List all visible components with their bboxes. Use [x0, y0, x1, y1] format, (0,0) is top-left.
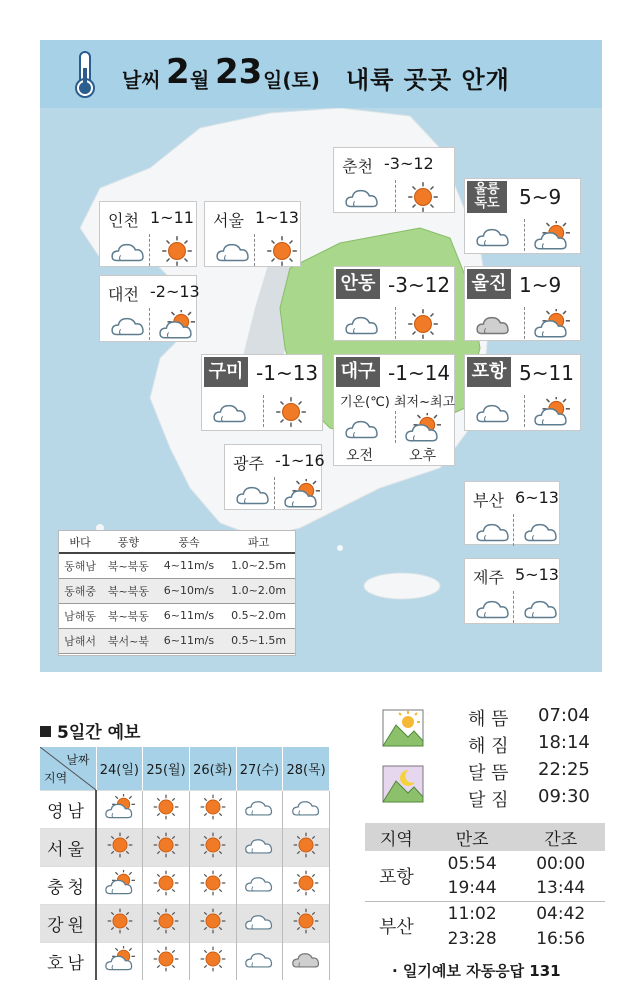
- city-temp: 1~11: [150, 208, 194, 227]
- moonset-time: 09:30: [538, 786, 590, 807]
- grey-cloud-icon: [475, 309, 511, 343]
- forecast-cell: [283, 790, 330, 828]
- sea-row: [59, 628, 295, 653]
- cloud-icon: [244, 794, 274, 824]
- forecast-title-text: 5일간 예보: [57, 723, 141, 743]
- forecast-cell: [96, 790, 143, 828]
- sea-conditions-table: [58, 530, 296, 656]
- forecast-cell: [96, 828, 143, 866]
- corner-date-label: 날짜: [66, 753, 90, 767]
- icon-divider: [149, 234, 150, 266]
- sunrise-label: 해 뜸: [468, 709, 509, 730]
- city-name-tag: 안동: [336, 269, 380, 299]
- city-name: 서울: [213, 211, 244, 230]
- jeju-island: [364, 573, 440, 599]
- cloud-icon: [110, 236, 146, 270]
- sun-icon: [291, 908, 321, 938]
- city-name: 제주: [473, 568, 504, 587]
- cloud-icon: [110, 310, 146, 344]
- forecast-cell: [96, 942, 143, 980]
- forecast-day-header: 24(일): [96, 747, 143, 790]
- city-temp: -2~13: [150, 282, 200, 301]
- forecast-cell: [283, 828, 330, 866]
- sea-cell: 0.5~2.0m: [222, 603, 295, 628]
- city-temp: -3~12: [388, 273, 451, 297]
- city-card: [464, 178, 581, 254]
- forecast-cell: [283, 904, 330, 942]
- header-month: 2: [166, 52, 190, 92]
- city-name-tag: [467, 181, 507, 213]
- tide-high-time: 19:44: [447, 878, 497, 899]
- sun-icon: [405, 309, 441, 343]
- header-headline: 내륙 곳곳 안개: [346, 66, 510, 94]
- forecast-cell: [143, 942, 190, 980]
- forecast-cell: [236, 828, 283, 866]
- sun-icon: [291, 870, 321, 900]
- forecast-row: [40, 828, 330, 866]
- cloud-icon: [244, 908, 274, 938]
- header-weather-label: 날씨: [122, 68, 161, 92]
- tide-low-time: 16:56: [536, 928, 586, 949]
- sun-icon: [159, 236, 195, 270]
- sunset-time: 18:14: [538, 732, 590, 753]
- city-name: 광주: [233, 454, 264, 473]
- sea-header-cell: 풍속: [156, 531, 223, 553]
- sun-cloud-icon: [534, 221, 570, 255]
- thermometer-icon: [70, 50, 100, 100]
- sea-cell: 북~북동: [101, 603, 155, 628]
- sun-icon: [198, 794, 228, 824]
- tide-low-time: 04:42: [516, 901, 605, 926]
- sunset-label: 해 짐: [468, 736, 509, 757]
- city-card: [464, 266, 581, 341]
- sea-row: [59, 603, 295, 628]
- sunrise-time: 07:04: [538, 705, 590, 726]
- city-name-tag: 울진: [467, 269, 511, 299]
- sea-cell: 6~11m/s: [156, 628, 223, 653]
- forecast-cell: [189, 828, 236, 866]
- icon-divider: [524, 307, 525, 339]
- city-name-line2: 독도: [474, 196, 500, 211]
- city-card: [464, 558, 560, 624]
- forecast-row: [40, 866, 330, 904]
- forecast-row: [40, 942, 330, 980]
- city-name-tag: 포항: [467, 357, 511, 387]
- sea-cell: 6~11m/s: [156, 603, 223, 628]
- tide-low-time: 13:44: [536, 878, 586, 899]
- sea-row: [59, 578, 295, 603]
- sun-cloud-icon: [534, 397, 570, 431]
- sun-icon: [405, 182, 441, 216]
- sea-header-cell: 풍향: [101, 531, 155, 553]
- city-name: 춘천: [342, 157, 373, 176]
- icon-divider: [524, 219, 525, 251]
- sea-cell: 북서~북: [101, 628, 155, 653]
- moonrise-label: 달 뜸: [468, 763, 509, 784]
- icon-divider: [395, 307, 396, 339]
- forecast-cell: [189, 790, 236, 828]
- city-name-tag: 구미: [204, 357, 248, 387]
- grey-cloud-icon: [291, 946, 321, 976]
- forecast-row: [40, 904, 330, 942]
- sunrise-icon: [382, 709, 424, 747]
- sun-cloud-icon: [405, 413, 441, 447]
- city-card: [333, 266, 455, 341]
- sea-cell: 동해남: [59, 553, 101, 578]
- icon-divider: [254, 234, 255, 266]
- cloud-icon: [523, 593, 559, 627]
- sun-cloud-icon: [105, 794, 135, 824]
- sun-cloud-icon: [284, 479, 320, 513]
- city-name: 대전: [108, 285, 139, 304]
- sea-cell: 남해동: [59, 603, 101, 628]
- title-square-icon: [40, 726, 51, 737]
- tide-high-time: 05:54: [447, 853, 497, 874]
- city-name: 부산: [473, 491, 504, 510]
- icon-divider: [524, 395, 525, 427]
- forecast-cell: [283, 866, 330, 904]
- tide-header-cell: 간조: [516, 823, 605, 851]
- tide-row: [365, 901, 605, 926]
- cloud-icon: [475, 516, 511, 550]
- tide-header-cell: 만조: [428, 823, 517, 851]
- forecast-cell: [143, 790, 190, 828]
- sun-icon: [198, 832, 228, 862]
- forecast-cell: [96, 866, 143, 904]
- cloud-icon: [212, 397, 248, 431]
- icon-divider: [149, 308, 150, 340]
- sea-cell: 6~10m/s: [156, 578, 223, 603]
- forecast-cell: [236, 790, 283, 828]
- forecast-row: [40, 790, 330, 828]
- sun-cloud-icon: [159, 310, 195, 344]
- forecast-day-header: 27(수): [236, 747, 283, 790]
- tide-table: [365, 823, 605, 951]
- city-name: 인천: [108, 211, 139, 230]
- forecast-cell: [189, 942, 236, 980]
- city-temp: -1~16: [275, 451, 325, 470]
- forecast-title: [40, 718, 140, 743]
- city-temp: 5~9: [519, 185, 562, 209]
- header-day: 23: [215, 52, 263, 92]
- icon-divider: [395, 180, 396, 212]
- forecast-cell: [236, 942, 283, 980]
- icon-divider: [263, 395, 264, 427]
- sea-row: [59, 553, 295, 578]
- city-temp: 1~9: [519, 273, 562, 297]
- forecast-corner-header: [40, 747, 96, 790]
- city-temp: -1~13: [256, 361, 319, 385]
- cloud-icon: [475, 221, 511, 255]
- sea-header-cell: 바다: [59, 531, 101, 553]
- forecast-cell: [283, 942, 330, 980]
- forecast-region-name: 서울: [40, 828, 96, 866]
- sun-cloud-icon: [105, 870, 135, 900]
- sun-cloud-icon: [105, 946, 135, 976]
- cloud-icon: [344, 413, 380, 447]
- sea-header-cell: 파고: [222, 531, 295, 553]
- tide-place: 부산: [365, 901, 428, 951]
- forecast-region-name: 영남: [40, 790, 96, 828]
- sun-icon: [151, 870, 181, 900]
- header-day-unit: 일(토): [263, 68, 320, 92]
- sun-icon: [198, 946, 228, 976]
- sun-icon: [291, 832, 321, 862]
- sea-cell: 1.0~2.5m: [222, 553, 295, 578]
- tide-header-cell: 지역: [365, 823, 428, 851]
- sea-cell: 남해서: [59, 628, 101, 653]
- sea-cell: 북~북동: [101, 578, 155, 603]
- city-card: [333, 354, 455, 466]
- five-day-forecast-table: [40, 747, 330, 980]
- forecast-cell: [96, 904, 143, 942]
- legend-morning: 오전: [346, 448, 374, 464]
- cloud-icon: [344, 309, 380, 343]
- sun-icon: [151, 908, 181, 938]
- cloud-icon: [244, 946, 274, 976]
- cloud-icon: [523, 516, 559, 550]
- forecast-day-header: 25(월): [143, 747, 190, 790]
- forecast-cell: [143, 828, 190, 866]
- forecast-region-name: 충청: [40, 866, 96, 904]
- city-card: [224, 444, 325, 510]
- forecast-cell: [236, 904, 283, 942]
- moonrise-time: 22:25: [538, 759, 590, 780]
- city-temp: -1~14: [388, 361, 451, 385]
- forecast-day-header: 28(목): [283, 747, 330, 790]
- weather-map-panel: [40, 40, 602, 672]
- forecast-cell: [236, 866, 283, 904]
- header-month-unit: 월: [190, 68, 210, 92]
- sun-icon: [151, 794, 181, 824]
- corner-region-label: 지역: [44, 770, 68, 785]
- sea-cell: 북~북동: [101, 553, 155, 578]
- city-card: [201, 354, 323, 431]
- forecast-day-header: 26(화): [189, 747, 236, 790]
- legend-temp-caption: 기온(℃) 최저~최고: [340, 395, 456, 410]
- city-name-line1: 울릉: [474, 182, 500, 197]
- city-card: [464, 354, 581, 431]
- footer-phone-note: · 일기예보 자동응답 131: [392, 962, 561, 980]
- moonrise-icon: [382, 765, 424, 803]
- cloud-icon: [235, 479, 271, 513]
- legend-afternoon: 오후: [409, 448, 437, 464]
- city-temp: 5~11: [519, 361, 574, 385]
- city-temp: 5~13: [515, 565, 559, 584]
- cloud-icon: [475, 593, 511, 627]
- forecast-region-name: 호남: [40, 942, 96, 980]
- sea-cell: 1.0~2.0m: [222, 578, 295, 603]
- city-card: [204, 201, 301, 267]
- tide-low-time: 00:00: [536, 853, 586, 874]
- forecast-cell: [189, 904, 236, 942]
- forecast-cell: [143, 904, 190, 942]
- icon-divider: [395, 411, 396, 443]
- city-name-tag: 대구: [336, 357, 380, 387]
- forecast-region-name: 강원: [40, 904, 96, 942]
- tide-high-time: 11:02: [428, 901, 517, 926]
- sun-cloud-icon: [534, 309, 570, 343]
- sun-icon: [198, 870, 228, 900]
- city-temp: 6~13: [515, 488, 559, 507]
- sun-icon: [198, 908, 228, 938]
- icon-divider: [274, 477, 275, 509]
- sun-icon: [151, 946, 181, 976]
- sun-icon: [105, 908, 135, 938]
- forecast-cell: [143, 866, 190, 904]
- city-card: [99, 201, 197, 267]
- sun-icon: [105, 832, 135, 862]
- cloud-icon: [475, 397, 511, 431]
- tide-place: 포항: [379, 866, 414, 888]
- icon-divider: [513, 591, 514, 623]
- sun-icon: [151, 832, 181, 862]
- sea-cell: 0.5~1.5m: [222, 628, 295, 653]
- cloud-icon: [344, 182, 380, 216]
- tide-high-time: 23:28: [447, 928, 497, 949]
- cloud-icon: [291, 794, 321, 824]
- header-band: [40, 40, 602, 108]
- icon-divider: [513, 514, 514, 546]
- cloud-icon: [215, 236, 251, 270]
- cloud-icon: [244, 832, 274, 862]
- moonset-label: 달 짐: [468, 790, 509, 811]
- sun-icon: [273, 397, 309, 431]
- sea-cell: 동해중: [59, 578, 101, 603]
- city-card: [333, 147, 455, 213]
- city-card: [99, 275, 200, 342]
- city-temp: 1~13: [255, 208, 299, 227]
- cloud-icon: [244, 870, 274, 900]
- city-temp: -3~12: [384, 154, 434, 173]
- sea-cell: 4~11m/s: [156, 553, 223, 578]
- tide-row: [365, 851, 605, 876]
- forecast-cell: [189, 866, 236, 904]
- city-card: [464, 481, 560, 545]
- sun-icon: [264, 236, 300, 270]
